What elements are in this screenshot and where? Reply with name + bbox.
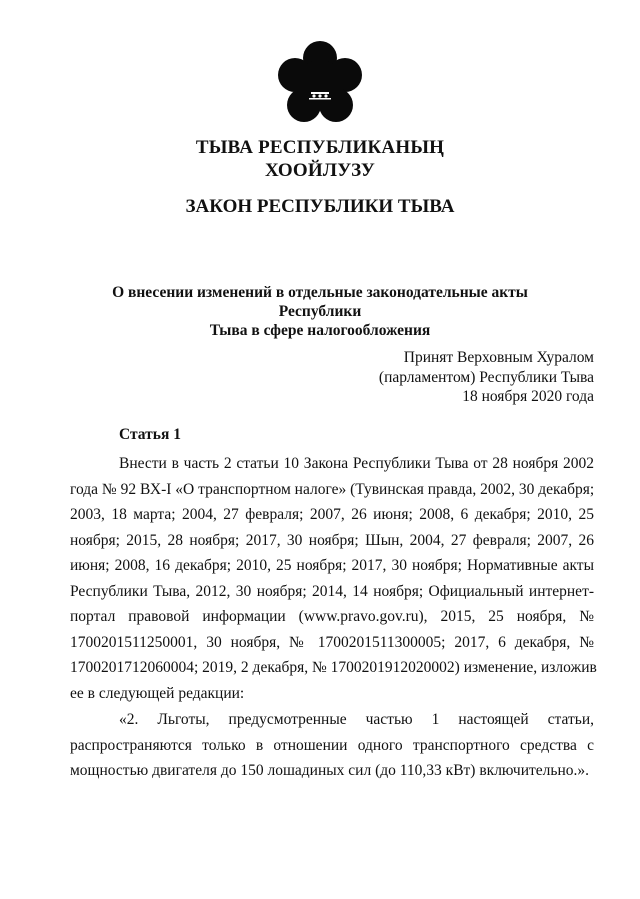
article-heading: Статья 1 — [119, 426, 181, 443]
article-paragraph-1 — [70, 451, 597, 706]
paragraph-line: июня; 2008, 16 декабря; 2010, 25 ноября; 2017, 30 ноября; Нормативные акты — [70, 557, 594, 574]
paragraph-line: 2003, 18 марта; 2004, 27 февраля; 2007, 26 июня; 2008, 6 декабря; 2010, 25 — [70, 506, 594, 523]
header-republic-name: ТЫВА РЕСПУБЛИКАНЫҢ — [195, 137, 445, 158]
paragraph-line: Республики Тыва, 2012, 30 ноября; 2014, 14 ноября; Официальный интернет- — [70, 582, 594, 600]
paragraph-line: «2. Льготы, предусмотренные частью 1 настоящей статьи, — [119, 711, 594, 728]
paragraph-line: года № 92 ВХ-I «О транспортном налоге» (Тувинская правда, 2002, 30 декабря; — [70, 480, 595, 498]
paragraph-line: 1700201712060004; 2019, 2 декабря, № 1700201912020002) изменение, изложив — [70, 659, 597, 676]
law-subject-line: О внесении изменений в отдельные законодательные акты Республики — [112, 284, 528, 320]
adoption-date: 18 ноября 2020 года — [462, 388, 594, 405]
paragraph-line: мощностью двигателя до 150 лошадиных сил (до 110,33 кВт) включительно.». — [70, 762, 590, 779]
paragraph-line: Внести в часть 2 статьи 10 Закона Республики Тыва от 28 ноября 2002 — [119, 455, 594, 472]
header-law-word: ХООЙЛУЗУ — [264, 160, 376, 181]
law-subject-line: Тыва в сфере налогообложения — [209, 322, 431, 339]
paragraph-line: 1700201511250001, 30 ноября, № 1700201511300005; 2017, 6 декабря, № — [70, 633, 594, 651]
adoption-line: (парламентом) Республики Тыва — [378, 368, 594, 386]
adoption-block — [379, 348, 594, 407]
paragraph-line: портал правовой информации (www.pravo.gov.ru), 2015, 25 ноября, № — [70, 608, 594, 625]
paragraph-line: ноября; 2015, 28 ноября; 2017, 30 ноября; Шын, 2004, 27 февраля; 2007, 26 — [70, 531, 594, 549]
adoption-line: Принят Верховным Хуралом — [403, 349, 594, 366]
paragraph-line: распространяются только в отношении одного транспортного средства с — [70, 736, 594, 754]
article-paragraph-2 — [70, 707, 594, 784]
law-subject — [70, 283, 570, 340]
tuva-emblem-icon — [276, 40, 364, 128]
paragraph-line: ее в следующей редакции: — [70, 684, 245, 702]
law-title: ЗАКОН РЕСПУБЛИКИ ТЫВА — [185, 196, 455, 217]
